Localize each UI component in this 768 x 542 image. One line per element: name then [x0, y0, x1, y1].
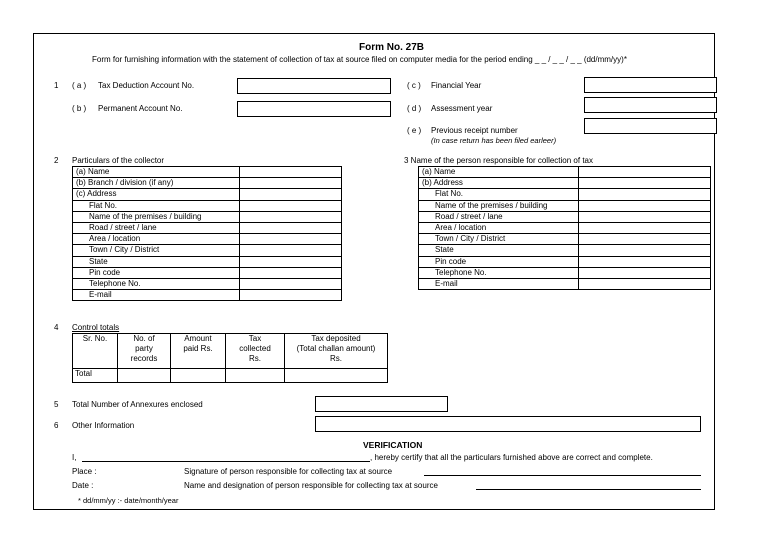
collector-section-title: Particulars of the collector	[72, 156, 165, 165]
table-row	[419, 189, 711, 200]
control-totals-header: Amount paid Rs.	[171, 334, 226, 369]
row-value-field[interactable]	[239, 178, 341, 189]
row-label: Telephone No.	[419, 267, 579, 278]
row-value-field[interactable]	[579, 178, 711, 189]
section-1d-tag: ( d )	[407, 104, 422, 113]
row-label: Road / street / lane	[419, 211, 579, 222]
row-label: Flat No.	[73, 200, 240, 211]
control-totals-header: No. of party records	[118, 334, 171, 369]
row-value-field[interactable]	[579, 167, 711, 178]
other-information-field[interactable]	[315, 416, 701, 432]
previous-receipt-field[interactable]	[584, 118, 717, 134]
row-label: State	[419, 245, 579, 256]
assessment-year-field[interactable]	[584, 97, 717, 113]
responsible-person-section-title: 3 Name of the person responsible for collection of tax	[404, 156, 593, 165]
table-row	[419, 200, 711, 211]
responsible-person-table	[418, 166, 711, 290]
row-label: (c) Address	[73, 189, 240, 200]
table-row	[419, 211, 711, 222]
table-row	[73, 189, 342, 200]
table-row	[419, 245, 711, 256]
row-value-field[interactable]	[579, 211, 711, 222]
verification-title: VERIFICATION	[363, 440, 423, 450]
table-row	[419, 234, 711, 245]
control-totals-header: Sr. No.	[73, 334, 118, 369]
control-totals-header: Tax collected Rs.	[226, 334, 285, 369]
row-value-field[interactable]	[239, 245, 341, 256]
row-value-field[interactable]	[239, 290, 341, 301]
table-row	[73, 245, 342, 256]
assessment-year-label: Assessment year	[431, 104, 493, 113]
row-value-field[interactable]	[579, 267, 711, 278]
section-5-number: 5	[54, 400, 59, 409]
control-totals-total-row	[73, 369, 388, 383]
table-row	[73, 290, 342, 301]
row-label: State	[73, 256, 240, 267]
tan-field[interactable]	[237, 78, 391, 94]
row-value-field[interactable]	[239, 222, 341, 233]
section-1e-tag: ( e )	[407, 126, 422, 135]
control-totals-table	[72, 333, 388, 383]
row-label: Name of the premises / building	[419, 200, 579, 211]
row-label: (a) Name	[419, 167, 579, 178]
table-row	[419, 267, 711, 278]
table-row	[419, 278, 711, 289]
name-designation-line[interactable]	[476, 489, 701, 490]
form-subtitle: Form for furnishing information with the statement of collection of tax at source filed on computer media for the period ending _ _ / _ _ / _ _ (dd/mm/yy)*	[92, 55, 627, 64]
row-label: Pin code	[73, 267, 240, 278]
row-value-field[interactable]	[579, 278, 711, 289]
section-1a-tag: ( a )	[72, 81, 87, 90]
row-value-field[interactable]	[239, 211, 341, 222]
row-label: (b) Address	[419, 178, 579, 189]
table-row	[419, 256, 711, 267]
table-row	[73, 267, 342, 278]
table-row	[73, 234, 342, 245]
pan-field[interactable]	[237, 101, 391, 117]
row-value-field[interactable]	[239, 200, 341, 211]
annexures-label: Total Number of Annexures enclosed	[72, 400, 203, 409]
table-row	[73, 278, 342, 289]
row-value-field[interactable]	[239, 278, 341, 289]
total-value-field[interactable]	[285, 369, 388, 383]
row-label: Area / location	[419, 222, 579, 233]
collector-table	[72, 166, 342, 301]
verification-certify-text: , hereby certify that all the particulars furnished above are correct and complete.	[370, 453, 653, 462]
row-label: Town / City / District	[73, 245, 240, 256]
table-row	[73, 256, 342, 267]
row-value-field[interactable]	[579, 222, 711, 233]
table-row	[73, 178, 342, 189]
row-label: E-mail	[419, 278, 579, 289]
row-value-field[interactable]	[579, 234, 711, 245]
section-4-number: 4	[54, 323, 59, 332]
tan-label: Tax Deduction Account No.	[98, 81, 195, 90]
previous-receipt-note: (In case return has been filed earleer)	[431, 136, 557, 145]
place-label: Place :	[72, 467, 97, 476]
row-label: Flat No.	[419, 189, 579, 200]
row-label: (b) Branch / division (if any)	[73, 178, 240, 189]
row-value-field[interactable]	[579, 256, 711, 267]
row-label: Telephone No.	[73, 278, 240, 289]
section-1c-tag: ( c )	[407, 81, 421, 90]
control-totals-title: Control totals	[72, 323, 120, 332]
signature-label: Signature of person responsible for collecting tax at source	[184, 467, 393, 476]
row-label: E-mail	[73, 290, 240, 301]
previous-receipt-label: Previous receipt number	[431, 126, 518, 135]
row-value-field[interactable]	[239, 267, 341, 278]
row-value-field[interactable]	[239, 189, 341, 200]
annexures-field[interactable]	[315, 396, 448, 412]
section-1-number: 1	[54, 81, 59, 90]
row-label: Road / street / lane	[73, 222, 240, 233]
table-row	[419, 178, 711, 189]
section-6-number: 6	[54, 421, 59, 430]
section-1b-tag: ( b )	[72, 104, 87, 113]
row-label: Name of the premises / building	[73, 211, 240, 222]
row-value-field[interactable]	[239, 234, 341, 245]
row-value-field[interactable]	[579, 200, 711, 211]
pan-label: Permanent Account No.	[98, 104, 183, 113]
verifier-name-line[interactable]	[82, 461, 370, 462]
row-label: (a) Name	[73, 167, 240, 178]
section-2-number: 2	[54, 156, 59, 165]
table-row	[73, 200, 342, 211]
total-label: Total	[73, 369, 118, 383]
row-value-field[interactable]	[239, 256, 341, 267]
table-row	[73, 211, 342, 222]
verification-i-prefix: I,	[72, 453, 77, 462]
row-label: Pin code	[419, 256, 579, 267]
date-label: Date :	[72, 481, 94, 490]
financial-year-label: Financial Year	[431, 81, 482, 90]
signature-line[interactable]	[424, 475, 701, 476]
table-row	[73, 167, 342, 178]
total-value-field[interactable]	[171, 369, 226, 383]
row-label: Area / location	[73, 234, 240, 245]
control-totals-header-row	[73, 334, 388, 369]
form-title: Form No. 27B	[359, 42, 425, 53]
row-value-field[interactable]	[579, 245, 711, 256]
table-row	[419, 222, 711, 233]
footnote: * dd/mm/yy :- date/month/year	[78, 496, 179, 505]
table-row	[73, 222, 342, 233]
control-totals-header: Tax deposited (Total challan amount) Rs.	[285, 334, 388, 369]
row-value-field[interactable]	[579, 189, 711, 200]
total-value-field[interactable]	[118, 369, 171, 383]
row-value-field[interactable]	[239, 167, 341, 178]
total-value-field[interactable]	[226, 369, 285, 383]
table-row	[419, 167, 711, 178]
name-designation-label: Name and designation of person responsible for collecting tax at source	[184, 481, 438, 490]
other-information-label: Other Information	[72, 421, 135, 430]
financial-year-field[interactable]	[584, 77, 717, 93]
row-label: Town / City / District	[419, 234, 579, 245]
